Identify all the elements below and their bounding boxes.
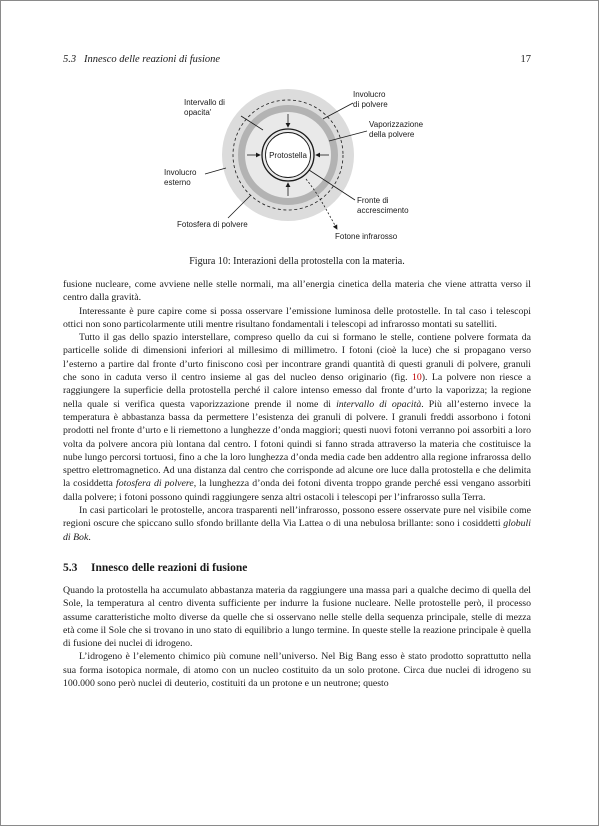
figure-caption: Figura 10: Interazioni della protostella con la materia.: [189, 256, 405, 267]
label-vaporization-l1: Vaporizzazione: [369, 120, 424, 129]
label-opacity-gap-l2: opacita': [184, 108, 212, 117]
label-dust-envelope-l1: Involucro: [353, 90, 386, 99]
paragraph-5: Quando la protostella ha accumulato abbastanza materia da raggiungere una massa pari a qualche decimo di quella del Sole, la temperatura al centro diventa sufficiente per indurre la fusione nucleare. Nelle protostelle però, il processo assume caratteristiche molto diverse da quelle che si osservano nelle stelle della sequenza principale, stelle di mezza età come il Sole che si trovano in uno stato di equilibrio a lungo termine. In queste stelle la reazione principale è quella di fusione dei nuclei di idrogeno.: [63, 584, 531, 650]
leader-outer-envelope: [205, 168, 226, 174]
paragraph-4: In casi particolari le protostelle, ancora trasparenti nell’infrarosso, possono essere osservate pure nel visibile come regioni oscure che spiccano sullo sfondo brillante della Via Lattea o di una nebulosa brillante: sono i cosiddetti globuli di Bok.: [63, 505, 531, 543]
page-number: 17: [520, 54, 531, 65]
running-head: [63, 54, 531, 68]
protostar-label: Protostella: [269, 151, 307, 160]
paragraph-6: L’idrogeno è l’elemento chimico più comune nell’universo. Nel Big Bang esso è stato prodotto soprattutto nella sua forma isotopica normale, di atomo con un nucleo costituito da un solo protone. Circa due nuclei di idrogeno su 100.000 sono però nuclei di deuterio, costituiti da un protone e un neutrone; questo: [63, 651, 531, 690]
running-head-title: Innesco delle reazioni di fusione: [84, 54, 221, 65]
body-text: [63, 278, 531, 690]
section-title: Innesco delle reazioni di fusione: [91, 561, 248, 574]
protostar-diagram: [151, 83, 451, 248]
paragraph-1: fusione nucleare, come avviene nelle stelle normali, ma all’energia cinetica della materia che viene attratta verso il centro dalla gravità.: [63, 279, 531, 304]
running-head-section: 5.3: [63, 54, 77, 65]
section-number: 5.3: [63, 561, 78, 574]
label-dust-envelope-l2: di polvere: [353, 100, 388, 109]
label-accretion-front-l1: Fronte di: [357, 196, 389, 205]
protostar-figure: [151, 83, 451, 248]
section-heading: [63, 561, 531, 575]
label-vaporization-l2: della polvere: [369, 130, 415, 139]
label-outer-envelope-l1: Involucro: [164, 168, 197, 177]
label-accretion-front-l2: accrescimento: [357, 206, 409, 215]
label-opacity-gap-l1: Intervallo di: [184, 98, 225, 107]
label-dust-photosphere: Fotosfera di polvere: [177, 220, 248, 229]
paragraph-2: Interessante è pure capire come si possa osservare l’emissione luminosa delle protostelle. In tal caso i telescopi ottici non sono particolarmente utili mentre risultano fondamentali i telescopi ad infrarosso montati su satelliti.: [63, 305, 531, 330]
label-ir-photon: Fotone infrarosso: [335, 232, 398, 241]
paragraph-3: Tutto il gas dello spazio interstellare, compreso quello da cui si formano le stelle, contiene polvere formata da particelle solide di dimensioni inferiori al millesimo di millimetro. I fotoni (cioè la luce) che si propagano verso l’esterno a partire dal fronte d’urto finiscono così per incontrare grandi quantità di questi granuli di polvere, granuli che sono in caduta verso il centro insieme al gas del nucleo denso originario (fig. 10). La polvere non riesce a raggiungere la superficie della protostella perché il calore intenso emesso dal fronte d’urto la vaporizza; la regione nella quale si verifica questa vaporizzazione prende il nome di intervallo di opacità. Più all’esterno invece la temperatura è abbastanza bassa da permettere l’esistenza dei granuli di polvere. I granuli freddi assorbono i fotoni prodotti nel fronte d’urto e li riemettono a lunghezze d’onda maggiori; questi nuovi fotoni verranno poi assorbiti a loro volta da polvere ancora più lontana dal centro. I fotoni quindi si fanno strada attraverso la materia che costituisce la nube lungo percorsi tortuosi, fino a che la loro lunghezza d’onda media cade ben addentro alla regione infrarossa dello spettro elettromagnetico. Ad una distanza dal centro che corrisponde ad alcune ore luce dalla protostella e che delimita la cosiddetta fotosfera di polvere, la lunghezza d’onda dei fotoni diventa troppo grande perché essi vengano assorbiti dalla polvere; i fotoni possono quindi raggiungere senza altri ostacoli i telescopi per l’infrarosso sulla Terra.: [63, 332, 532, 503]
figure-reference-link[interactable]: 10: [411, 372, 422, 384]
label-outer-envelope-l2: esterno: [164, 178, 191, 187]
